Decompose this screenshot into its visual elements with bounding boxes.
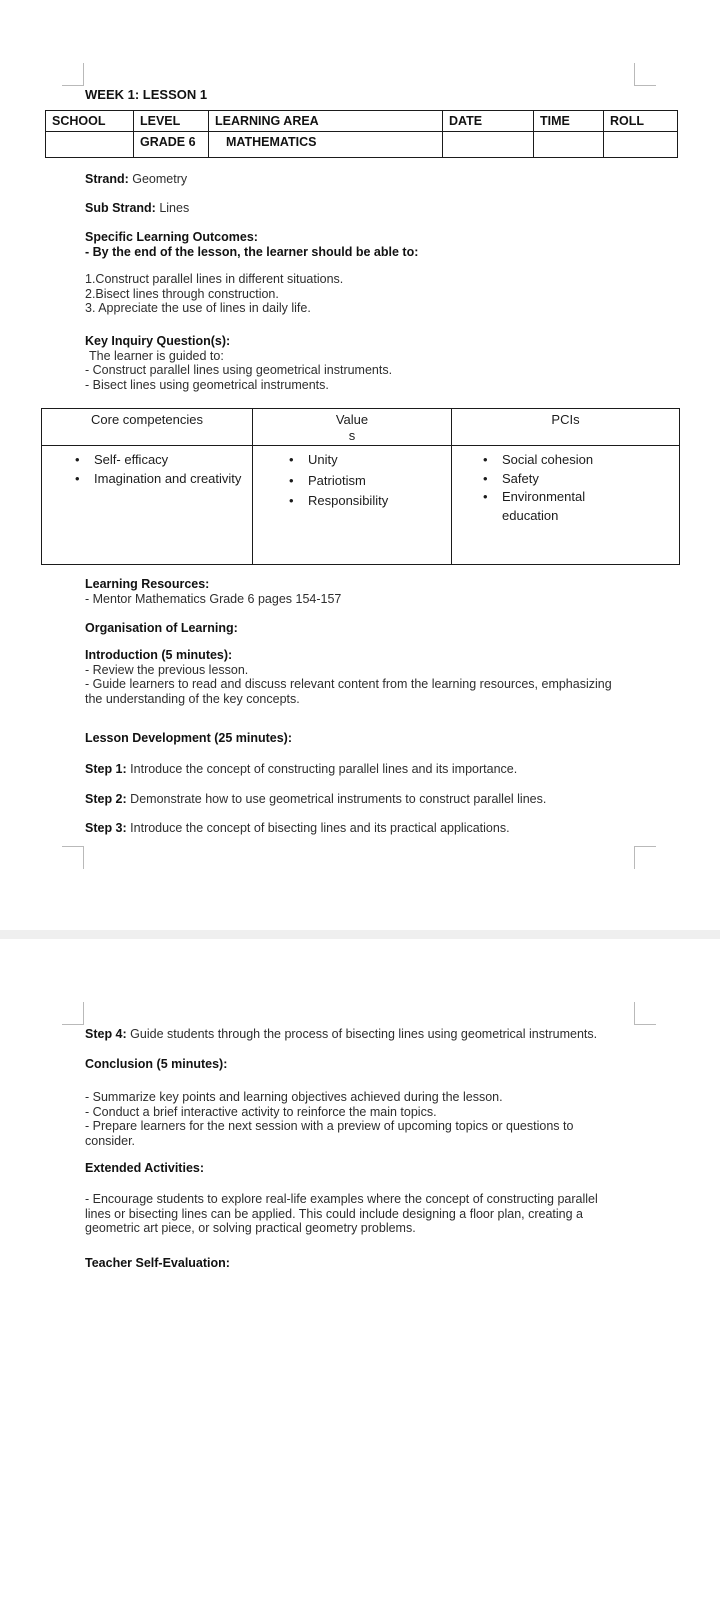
core-competencies-header: Core competencies	[91, 412, 203, 427]
header-cell-time: TIME	[534, 111, 604, 132]
competency-item: Imagination and creativity	[94, 470, 242, 486]
introduction-line: - Guide learners to read and discuss relevant content from the learning resources, emphasizing	[85, 677, 612, 691]
step-label: Step 1:	[85, 762, 127, 776]
learning-resources-heading: Learning Resources:	[85, 577, 210, 591]
header-cell-level: LEVEL	[134, 111, 209, 132]
core-competencies-cell	[42, 446, 253, 565]
extended-activities-heading: Extended Activities:	[85, 1161, 205, 1175]
header-cell-school: SCHOOL	[46, 111, 134, 132]
value-cell-time	[534, 132, 604, 158]
values-cell	[253, 446, 452, 565]
value-item: Responsibility	[308, 493, 389, 508]
conclusion-line: consider.	[85, 1133, 136, 1148]
organisation-heading: Organisation of Learning:	[85, 621, 238, 635]
slo-heading: Specific Learning Outcomes:	[85, 230, 258, 244]
strand-label: Strand:	[85, 172, 129, 186]
value-cell-date	[443, 132, 534, 158]
introduction-block	[85, 648, 612, 706]
lesson-development-heading: Lesson Development (25 minutes):	[85, 731, 292, 745]
page2-margin-corner-top-left	[62, 1002, 84, 1025]
extended-activities-line: - Encourage students to explore real-life examples where the concept of constructing parallel	[85, 1192, 598, 1206]
conclusion-list	[85, 1090, 573, 1148]
strand-value: Geometry	[132, 172, 188, 186]
list-item	[43, 470, 251, 489]
value-cell-level: GRADE 6	[134, 132, 209, 158]
kiq-line: - Construct parallel lines using geometrical instruments.	[85, 363, 393, 377]
pci-item: Safety	[502, 470, 539, 486]
value-item: Unity	[308, 452, 338, 467]
competencies-header-row	[42, 409, 680, 446]
introduction-line: the understanding of the key concepts.	[85, 691, 300, 706]
list-item	[453, 488, 678, 525]
outcome-item: 1.Construct parallel lines in different situations.	[85, 272, 344, 286]
outcome-item: 3. Appreciate the use of lines in daily life.	[85, 301, 311, 315]
page1-margin-corner-top-right	[634, 63, 656, 86]
step-text: Demonstrate how to use geometrical instruments to construct parallel lines.	[130, 792, 547, 806]
step-label: Step 3:	[85, 821, 127, 835]
header-cell-core-competencies	[42, 409, 253, 446]
list-item	[254, 472, 450, 491]
page-separator	[0, 930, 720, 939]
lesson-info-header-row	[46, 111, 678, 132]
competency-item: Self- efficacy	[94, 452, 169, 467]
introduction-line: - Review the previous lesson.	[85, 662, 249, 677]
sub-strand-line	[85, 201, 189, 216]
kiq-line: - Bisect lines using geometrical instruments.	[85, 377, 329, 392]
pcis-cell	[452, 446, 680, 565]
values-header-line2: s	[348, 427, 356, 443]
extended-activities-line: lines or bisecting lines can be applied. This could include designing a floor plan, creating a	[85, 1206, 583, 1221]
page1-margin-corner-bottom-right	[634, 846, 656, 869]
header-cell-date: DATE	[443, 111, 534, 132]
outcomes-list	[85, 272, 343, 316]
step-text: Introduce the concept of bisecting lines and its practical applications.	[130, 821, 510, 835]
extended-activities-paragraph	[85, 1192, 598, 1236]
page2-margin-corner-top-right	[634, 1002, 656, 1025]
step-label: Step 2:	[85, 792, 127, 806]
conclusion-heading: Conclusion (5 minutes):	[85, 1057, 228, 1071]
step-line	[85, 1027, 597, 1042]
learning-resources-block	[85, 577, 341, 606]
pci-item: Environmental education	[502, 489, 586, 523]
lesson-info-value-row	[46, 132, 678, 158]
lesson-info-table	[45, 110, 678, 158]
conclusion-line: - Prepare learners for the next session with a preview of upcoming topics or questions to	[85, 1119, 574, 1133]
outcome-item: 2.Bisect lines through construction.	[85, 286, 279, 301]
value-item: Patriotism	[308, 472, 366, 488]
header-cell-learning-area: LEARNING AREA	[209, 111, 443, 132]
step-line	[85, 762, 517, 777]
sub-strand-value: Lines	[159, 201, 190, 215]
header-cell-values	[253, 409, 452, 446]
step-text: Guide students through the process of bisecting lines using geometrical instruments.	[130, 1027, 598, 1041]
step-label: Step 4:	[85, 1027, 127, 1041]
conclusion-line: - Summarize key points and learning objectives achieved during the lesson.	[85, 1090, 503, 1104]
header-cell-pcis	[452, 409, 680, 446]
step-line	[85, 821, 510, 836]
introduction-heading: Introduction (5 minutes):	[85, 648, 233, 662]
list-item	[43, 451, 251, 470]
value-cell-learning-area: MATHEMATICS	[209, 132, 443, 158]
pcis-header: PCIs	[551, 412, 580, 427]
kiq-line: The learner is guided to:	[89, 348, 224, 363]
teacher-self-evaluation-heading: Teacher Self-Evaluation:	[85, 1256, 230, 1270]
competencies-table	[41, 408, 680, 565]
value-cell-school	[46, 132, 134, 158]
step-line	[85, 792, 546, 807]
sub-strand-label: Sub Strand:	[85, 201, 156, 215]
list-item	[453, 451, 678, 470]
extended-activities-line: geometric art piece, or solving practical geometry problems.	[85, 1221, 416, 1235]
kiq-heading: Key Inquiry Question(s):	[85, 334, 231, 348]
header-cell-roll: ROLL	[604, 111, 678, 132]
list-item	[453, 470, 678, 489]
document-title: WEEK 1: LESSON 1	[85, 87, 208, 102]
competencies-body-row	[42, 446, 680, 565]
slo-intro: - By the end of the lesson, the learner should be able to:	[85, 244, 419, 259]
strand-line	[85, 172, 187, 187]
page1-margin-corner-bottom-left	[62, 846, 84, 869]
learning-resources-line: - Mentor Mathematics Grade 6 pages 154-157	[85, 591, 342, 606]
values-header-line1: Value	[335, 412, 369, 427]
conclusion-line: - Conduct a brief interactive activity to reinforce the main topics.	[85, 1104, 437, 1119]
list-item	[254, 492, 450, 511]
page1-margin-corner-top-left	[62, 63, 84, 86]
step-text: Introduce the concept of constructing parallel lines and its importance.	[130, 762, 518, 776]
slo-block	[85, 230, 418, 259]
pci-item: Social cohesion	[502, 452, 594, 467]
list-item	[254, 451, 450, 470]
value-cell-roll	[604, 132, 678, 158]
kiq-block	[85, 334, 392, 392]
